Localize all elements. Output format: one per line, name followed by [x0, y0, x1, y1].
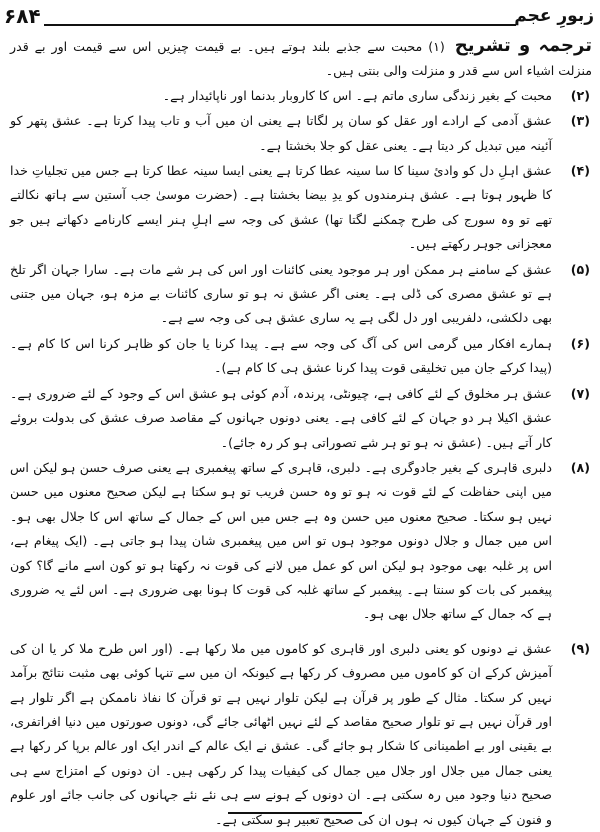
paragraph — [10, 109, 592, 158]
paragraph-text: محبت کے بغیر زندگی ساری ماتم ہے۔ اس کا کاروبار بدنما اور ناپائیدار ہے۔ — [162, 87, 552, 103]
paragraph-text: عشق اہلِ دل کو وادیٔ سینا کا سا سینہ عطا کرتا ہے یعنی ایسا سینہ عطا کرتا ہے جس میں تجلیاتِ خدا کا ظہور ہوتا ہے۔ عشق ہنرمندوں کو یدِ بیضا بخشتا ہے۔ (حضرت موسیٰ جب آستین سے ہاتھ نکالتے تھے تو وہ سورج کی طرح چمکنے لگتا تھا) عشق کی وجہ سے اہلِ ہنر ایسے کارنامے دکھاتے ہیں جو معجزانی جوہر رکھتے ہیں۔ — [10, 163, 552, 252]
paragraph — [10, 332, 592, 381]
paragraph-text: عشق آدمی کے ارادے اور عقل کو سان پر لگاتا ہے یعنی ان میں آب و تاب پیدا کرتا ہے۔ عشق پتھر کو آئینہ میں تبدیل کر دیتا ہے۔ یعنی عقل کو جلا بخشتا ہے۔ — [10, 113, 552, 153]
paragraph — [10, 637, 592, 832]
paragraph-text: عشق نے دونوں کو یعنی دلبری اور قاہری کو کاموں میں ملا رکھا ہے۔ (اور اس طرح ملا کر یا ان کی آمیزش کرکے ان کو کاموں میں مصروف کر رکھا ہے کیونکہ ان میں سے تنہا کوئی بھی مثبت نتائج برآمد نہیں کر سکتا۔ مثال کے طور پر قرآن ہے لیکن تلوار نہیں ہے تو قرآن کا نفاذ ناممکن ہے اگر تلوار ہے اور قرآن نہیں ہے تو تلوار صحیح مقاصد کے لئے نہیں اٹھائی جائے گی، دونوں صورتوں میں دنیا افراتفری، بے یقینی اور بے اطمینانی کا شکار ہو جائے گی۔ عشق نے ایک عالم کے اندر ایک اور عالم برپا کر رکھا ہے یعنی جمال میں جلال اور جلال میں جمال کی کیفیات پیدا کر رکھی ہیں۔ ان دونوں کے امتزاج سے ہی صحیح دنیا وجود میں رہ سکتی ہے۔ ان دونوں کے ہونے سے ہی نئے نئے جہانوں کی جانب جائے اور علوم و فنون کے جہان کیوں نہ ہوں ان کی صحیح تعبیر ہو سکتی ہے۔ — [10, 640, 552, 827]
section-heading: ترجمہ و تشریح — [454, 35, 592, 56]
paragraph-number: (۳) — [570, 113, 590, 129]
page-header — [4, 4, 594, 34]
paragraph-text: ہمارے افکار میں گرمی اس کی آگ کی وجہ سے ہے۔ پیدا کرنا یا جان کو ظاہر کرنا اس کا کام ہے۔ (پیدا کرکے جان میں تخلیقی قوت پیدا کرنا عشق ہی کا کام ہے)۔ — [10, 335, 552, 376]
header-rule — [44, 24, 516, 26]
paragraph — [10, 84, 592, 108]
running-title: زبورِ عجم — [514, 6, 594, 26]
page-number: ۶۸۴ — [4, 4, 41, 28]
paragraph-text: عشق ہر مخلوق کے لئے کافی ہے، چیونٹی، پرندہ، آدم کوئی ہو عشق اس کے وجود کے لئے ضروری ہے۔ عشق اکیلا ہر دو جہان کے لئے کافی ہے۔ یعنی دونوں جہانوں کے مقاصد صرف عشق کی بدولت بروئے کار آتے ہیں۔ (عشق نہ ہو تو ہر شے تصوراتی ہو کر رہ جائے)۔ — [10, 385, 552, 450]
paragraph-number: (۸) — [570, 459, 590, 475]
footer-rule — [228, 812, 362, 814]
paragraph — [10, 456, 592, 627]
main-content — [10, 34, 592, 832]
paragraph-text: محبت سے جذبے بلند ہوتے ہیں۔ بے قیمت چیزیں اس سے قیمت اور بے قدر منزلت اشیاء اس سے قدر و منزلت والی بنتی ہیں۔ — [10, 39, 592, 79]
paragraph-text: دلبری قاہری کے بغیر جادوگری ہے۔ دلبری، قاہری کے ساتھ پیغمبری ہے یعنی صرف حسن ہو لیکن اس میں اپنی حفاظت کے لئے قوت نہ ہو تو وہ حسن فریب تو ہو سکتا ہے لیکن صحیح معنوں میں حسن نہیں ہو سکتا۔ صحیح معنوں میں حسن وہ ہے جس میں اس کے جمال کے ساتھ اس کا جلال بھی ہو۔ اس میں جمال و جلال دونوں موجود ہوں تو اس میں پیغمبری شان پیدا ہو جاتی ہے۔ (ایک پیغام ہے، اس پر غلبہ بھی موجود ہو لیکن اس کو عمل میں لانے کی قوت نہ رکھتا ہو تو کون اسے مانے گا؟ کون پیغمبر کی بات کو سنتا ہے۔ پیغمبر کے ساتھ غلبہ کی قوت کا ہونا بھی ضروری ہے۔ اس لئے یہ ضروری ہے کہ جمال کے ساتھ جلال بھی ہو۔ — [10, 459, 552, 622]
paragraph-number: (۹) — [570, 640, 590, 656]
paragraph-number: (۷) — [570, 385, 590, 401]
paragraph-number: (۵) — [570, 261, 590, 277]
paragraph-number: (۴) — [570, 163, 590, 179]
paragraph-text: عشق کے سامنے ہر ممکن اور ہر موجود یعنی کائنات اور اس کی ہر شے مات ہے۔ سارا جہان اگر تلخ ہے تو عشق مصری کی ڈلی ہے۔ یعنی اگر عشق نہ ہو تو ساری کائنات بے مزہ ہو، جہان میں جتنی بھی دلکشی، دلفریبی اور دل لگی ہے یہ ساری عشق ہی کی وجہ سے ہے۔ — [10, 261, 552, 326]
paragraph — [10, 258, 592, 331]
paragraph-number: (۶) — [570, 335, 590, 351]
paragraph — [10, 382, 592, 455]
intro-paragraph — [10, 34, 592, 84]
paragraph-number: (۲) — [570, 87, 590, 103]
paragraph-number: (۱) — [428, 39, 445, 54]
paragraph — [10, 159, 592, 257]
